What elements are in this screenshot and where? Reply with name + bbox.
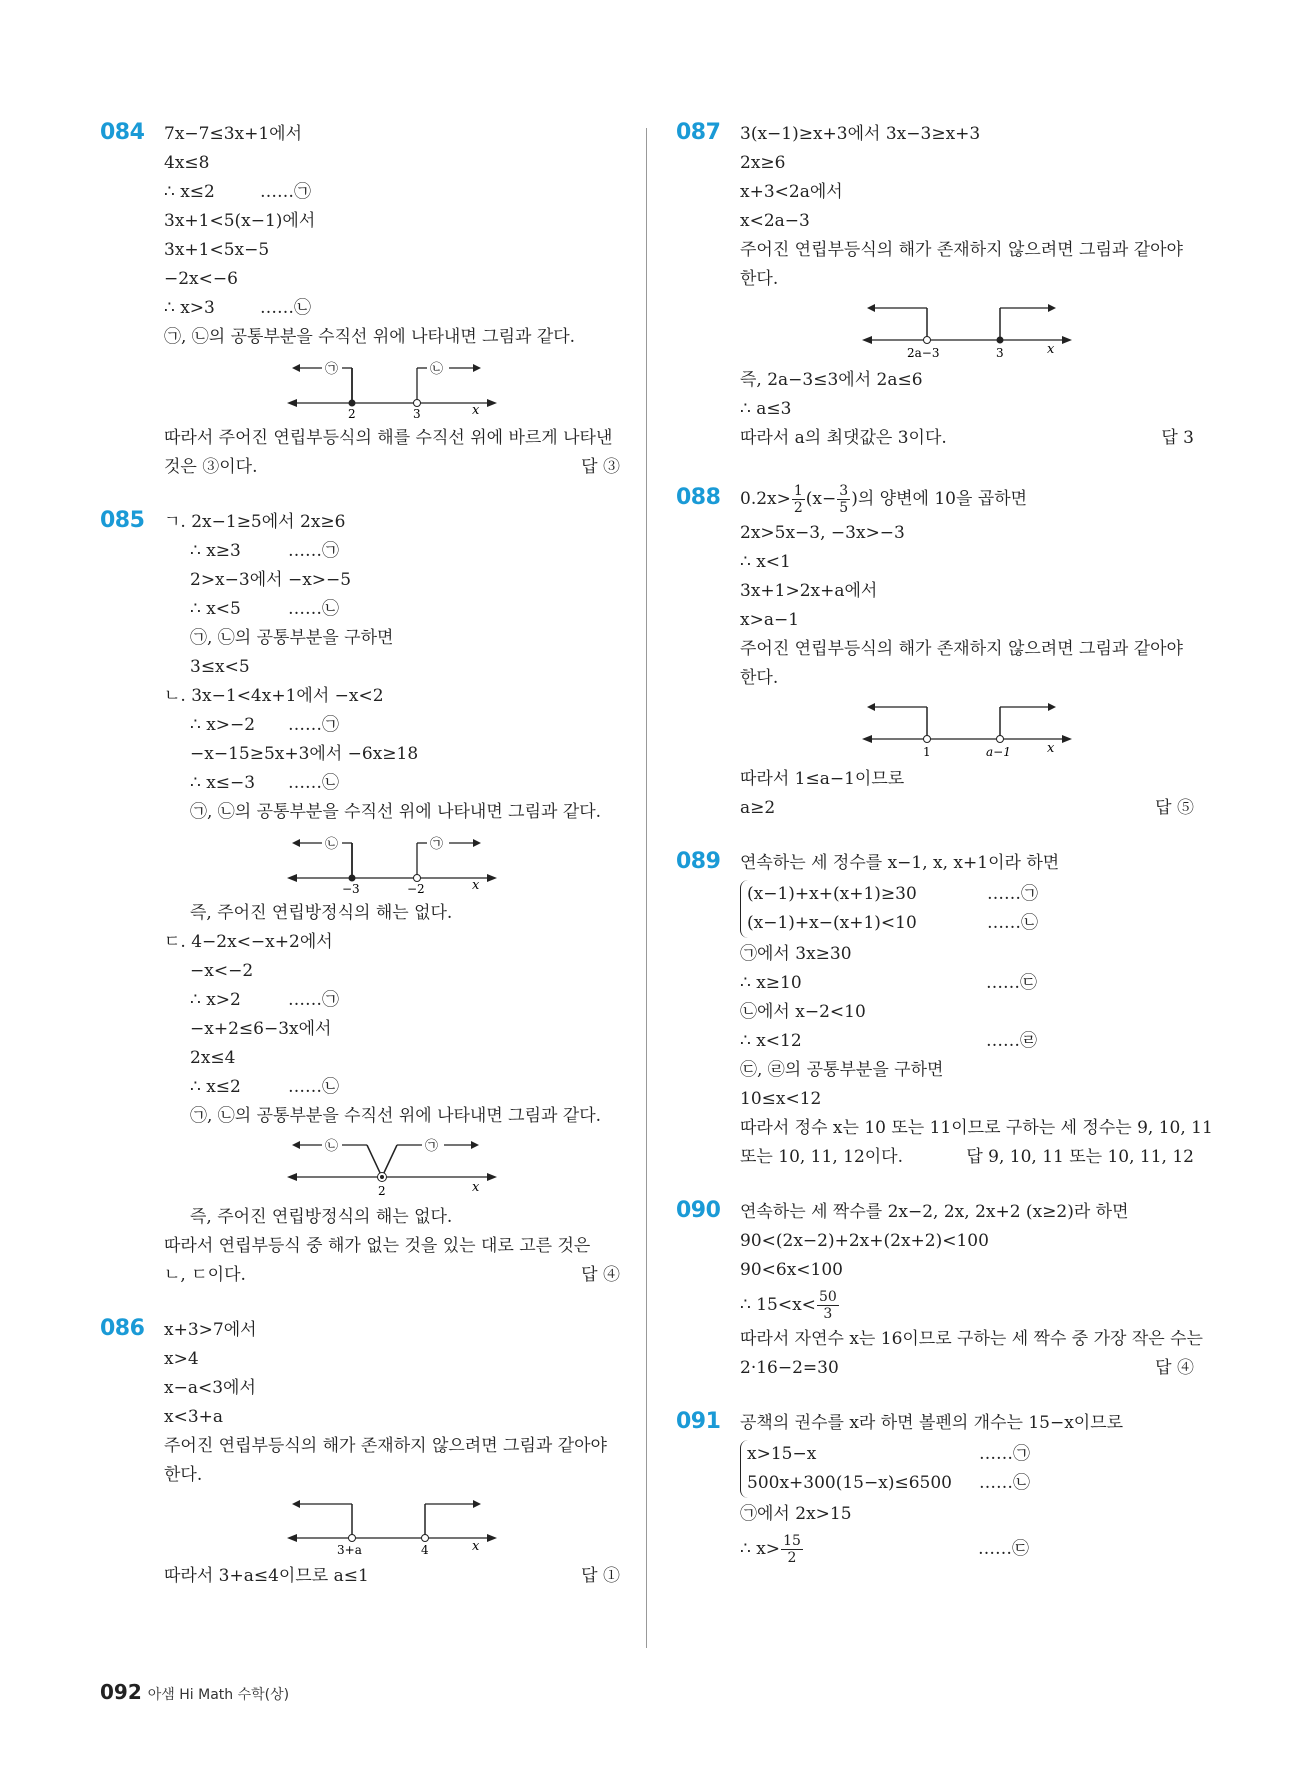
left-column [100,120,620,1591]
line: 즉, 주어진 연립방정식의 해는 없다. [190,1207,453,1227]
axis-label: x [472,1539,480,1554]
tag-label: ……㉠ [987,884,1038,904]
label-b: ㉡ [430,362,444,377]
answer: 답 ④ [581,1265,620,1285]
line: ∴ 15<x< [740,1295,816,1315]
problem-089 [676,849,1213,1172]
label-b: ㉠ [425,1139,439,1154]
label-a: ㉠ [325,362,339,377]
denominator: 5 [839,500,849,516]
numerator: 50 [818,1289,837,1305]
tick-label: 2a−3 [907,346,940,360]
text: 0.2x> [740,489,791,509]
line: x+3>7에서 [164,1320,257,1340]
line: 3x+1<5(x−1)에서 [164,211,316,231]
number-line-figure [287,358,497,420]
line: x<2a−3 [740,211,810,231]
line: ㄴ. 3x−1<4x+1에서 −x<2 [164,686,384,706]
line: 따라서 연립부등식 중 해가 없는 것을 있는 대로 고른 것은 [164,1236,591,1256]
line: ∴ x<5 [190,599,241,619]
tag-label: ……㉢ [986,973,1037,993]
problem-number: 088 [676,485,721,510]
fraction [781,1533,803,1566]
numerator: 3 [839,483,849,499]
tag-label: ……㉡ [288,599,339,619]
answer: 답 3 [1161,428,1194,448]
tick-label: 3+a [337,1543,362,1557]
line: 즉, 2a−3≤3에서 2a≤6 [740,370,923,390]
page-number: 092 [100,1680,142,1704]
line: 3x+1<5x−5 [164,240,270,260]
line: ㄱ. 2x−1≥5에서 2x≥6 [164,512,346,532]
problem-number: 085 [100,508,145,533]
axis-label: x [472,403,480,418]
line: 10≤x<12 [740,1089,822,1109]
equation-system [740,1440,1194,1498]
column-divider [646,128,647,1648]
fraction [792,483,805,516]
line: 연속하는 세 정수를 x−1, x, x+1이라 하면 [740,853,1060,873]
tick-label: 3 [413,407,421,420]
line: ∴ x≤2 [164,182,215,202]
line: 2>x−3에서 −x>−5 [190,570,352,590]
number-line-figure [287,1137,497,1199]
line: x+3<2a에서 [740,182,843,202]
tag-label: ……㉡ [288,773,339,793]
tick-label: 2 [378,1184,386,1198]
line: (x−1)+x+(x+1)≥30 [747,884,917,904]
axis-label: x [1047,342,1055,357]
line: (x−1)+x−(x+1)<10 [747,913,917,933]
tag-label: ……㉠ [288,541,339,561]
line: x>4 [164,1349,199,1369]
line: 4x≤8 [164,153,210,173]
line [740,479,1194,519]
line: −x+2≤6−3x에서 [190,1019,332,1039]
text: (x− [805,489,837,509]
line: ㉠, ㉡의 공통부분을 수직선 위에 나타내면 그림과 같다. [190,802,602,822]
line: ∴ x<1 [740,552,791,572]
line: 2x≤4 [190,1048,236,1068]
line: ∴ x>2 [190,990,241,1010]
tag-label: ……㉢ [978,1539,1029,1559]
problem-087 [676,120,1194,453]
page-footer [100,1680,289,1704]
line: 한다. [164,1465,203,1485]
problem-number: 086 [100,1316,145,1341]
line: 90<6x<100 [740,1260,843,1280]
line: 3≤x<5 [190,657,250,677]
number-line-figure [287,1496,497,1558]
line: 따라서 1≤a−1이므로 [740,769,905,789]
tag-label: ……㉠ [979,1444,1030,1464]
tick-label: 1 [923,745,931,759]
tag-label: ……㉡ [987,913,1038,933]
numerator: 1 [793,483,803,499]
line: 주어진 연립부등식의 해가 존재하지 않으려면 그림과 같아야 [740,240,1183,260]
problem-091 [676,1409,1194,1569]
problem-number: 089 [676,849,721,874]
tag-label: ……㉡ [288,1077,339,1097]
line: 한다. [740,668,779,688]
line: 따라서 주어진 연립부등식의 해를 수직선 위에 바르게 나타낸 [164,428,613,448]
problem-084 [100,120,620,482]
problem-088 [676,479,1194,823]
line: 2x>5x−3, −3x>−3 [740,523,905,543]
line: ㉠에서 2x>15 [740,1504,852,1524]
problem-085 [100,508,620,1290]
line: 주어진 연립부등식의 해가 존재하지 않으려면 그림과 같아야 [740,639,1183,659]
label-a: ㉡ [325,1139,339,1154]
tag-label: ……㉣ [986,1031,1037,1051]
problem-086 [100,1316,620,1591]
tick-label: −2 [407,882,425,895]
label-b: ㉠ [430,837,444,852]
line: ∴ x≥3 [190,541,241,561]
line: ∴ x<12 [740,1031,802,1051]
problem-number: 084 [100,120,145,145]
answer: 답 ③ [581,457,620,477]
line: ∴ x>3 [164,298,215,318]
line: 3x+1>2x+a에서 [740,581,878,601]
text: )의 양변에 10을 곱하면 [851,489,1028,509]
line: 90<(2x−2)+2x+(2x+2)<100 [740,1231,989,1251]
tick-label: −3 [342,882,360,895]
number-line-figure [862,699,1072,761]
numerator: 15 [783,1533,801,1549]
tick-label: 4 [421,1543,429,1557]
line: ㉠, ㉡의 공통부분을 구하면 [190,628,394,648]
line: 연속하는 세 짝수를 2x−2, 2x, 2x+2 (x≥2)라 하면 [740,1202,1129,1222]
line: ∴ a≤3 [740,399,792,419]
axis-label: x [472,878,480,893]
axis-label: x [1047,741,1055,756]
axis-label: x [472,1180,480,1195]
label-a: ㉡ [325,837,339,852]
answer: 답 9, 10, 11 또는 10, 11, 12 [966,1147,1194,1167]
equation-system [740,880,1194,938]
problem-number: 091 [676,1409,721,1434]
tag-label: ……㉠ [288,715,339,735]
line: ㉡에서 x−2<10 [740,1002,866,1022]
denominator: 3 [823,1306,833,1322]
book-title: 아샘 Hi Math 수학(상) [147,1687,290,1703]
line: x>15−x [747,1444,817,1464]
number-line-figure [287,833,497,895]
line: ㄴ, ㄷ이다. [164,1265,246,1285]
problem-number: 090 [676,1198,721,1223]
tag-label: ……㉠ [288,990,339,1010]
line: ㉠에서 3x≥30 [740,944,852,964]
denominator: 2 [793,500,803,516]
tick-label: a−1 [986,745,1011,759]
tag-label: ……㉡ [979,1473,1030,1493]
denominator: 2 [787,1550,797,1566]
answer: 답 ④ [1155,1358,1194,1378]
line: 2·16−2=30 [740,1358,839,1378]
line: 따라서 3+a≤4이므로 a≤1 [164,1566,369,1586]
line: 즉, 주어진 연립방정식의 해는 없다. [190,903,453,923]
line: ∴ x> [740,1539,781,1559]
problem-number: 087 [676,120,721,145]
tag-label: ……㉡ [260,298,311,318]
line: ㄷ. 4−2x<−x+2에서 [164,932,333,952]
line: −2x<−6 [164,269,238,289]
line: 공책의 권수를 x라 하면 볼펜의 개수는 15−x이므로 [740,1413,1124,1433]
line: ∴ x≤2 [190,1077,241,1097]
line: −x<−2 [190,961,254,981]
number-line-figure [862,300,1072,362]
line: 한다. [740,269,779,289]
line: ∴ x≥10 [740,973,802,993]
right-column [676,120,1213,1569]
line: 3(x−1)≥x+3에서 3x−3≥x+3 [740,124,981,144]
line: ㉠, ㉡의 공통부분을 수직선 위에 나타내면 그림과 같다. [190,1106,602,1126]
tick-label: 3 [996,346,1004,360]
line: x−a<3에서 [164,1378,256,1398]
line: 또는 10, 11, 12이다. [740,1147,904,1167]
line: 2x≥6 [740,153,786,173]
line: x>a−1 [740,610,800,630]
line: 것은 ③이다. [164,457,258,477]
line: −x−15≥5x+3에서 −6x≥18 [190,744,419,764]
line: 주어진 연립부등식의 해가 존재하지 않으려면 그림과 같아야 [164,1436,607,1456]
line: 따라서 정수 x는 10 또는 11이므로 구하는 세 정수는 9, 10, 11 [740,1118,1213,1138]
fraction [837,483,850,516]
fraction [817,1289,839,1322]
line: ㉢, ㉣의 공통부분을 구하면 [740,1060,944,1080]
tick-label: 2 [348,407,356,420]
line: x<3+a [164,1407,224,1427]
answer: 답 ① [581,1566,620,1586]
line: 따라서 a의 최댓값은 3이다. [740,428,947,448]
answer: 답 ⑤ [1155,798,1194,818]
line: ∴ x≤−3 [190,773,256,793]
problem-090 [676,1198,1203,1383]
line: 500x+300(15−x)≤6500 [747,1473,952,1493]
line: ㉠, ㉡의 공통부분을 수직선 위에 나타내면 그림과 같다. [164,327,576,347]
tag-label: ……㉠ [260,182,311,202]
line: ∴ x>−2 [190,715,256,735]
line: 7x−7≤3x+1에서 [164,124,303,144]
line: a≥2 [740,798,776,818]
line: 따라서 자연수 x는 16이므로 구하는 세 짝수 중 가장 작은 수는 [740,1329,1203,1349]
